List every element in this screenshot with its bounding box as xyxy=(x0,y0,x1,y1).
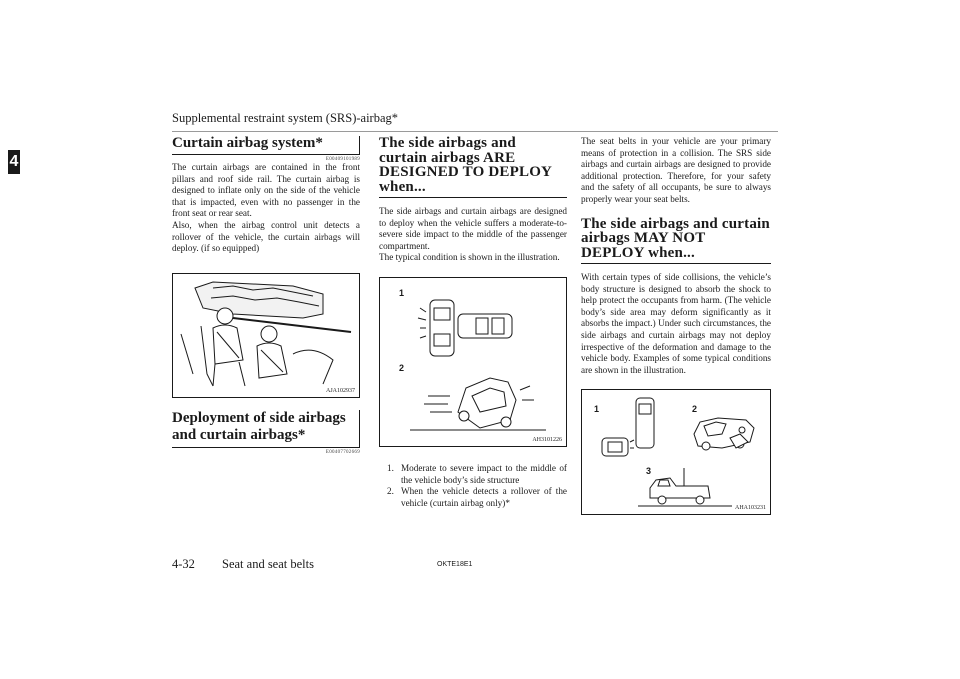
section-code: E00409101989 xyxy=(325,157,360,162)
section-code: E00407702669 xyxy=(325,449,360,455)
figure-label-1: 1 xyxy=(594,404,600,415)
section-heading-may-not-deploy: The side airbags and curtain airbags MAY NOT DEPLOY when... xyxy=(581,217,771,265)
page-number: 4-32 xyxy=(172,557,195,571)
column-2 xyxy=(379,136,567,509)
figure-curtain-airbag xyxy=(172,273,360,398)
list-item: 2. When the vehicle detects a rollover of the vehicle (curtain airbag only)* xyxy=(387,486,567,508)
section-heading-deployment: Deployment of side airbags and curtain airbags* xyxy=(172,410,360,448)
figure-may-not-deploy xyxy=(581,389,771,515)
list-item: 1. Moderate to severe impact to the middle of the vehicle body’s side structure xyxy=(387,462,567,485)
running-header: Supplemental restraint system (SRS)-airbag* xyxy=(172,111,399,125)
column-1 xyxy=(172,136,360,455)
paragraph: With certain types of side collisions, the vehicle’s body structure is designed to absorb the shock to help protect the occupants from harm. (The vehicle body’s side area may deform significantly as it absorbs the impact.) Under such circumstances, the side airbags and curtain airbags may not deploy irrespective of the deformation and damage to the vehicle body. Examples of some typical conditions are shown in the illustration. xyxy=(581,272,771,375)
figure-code: AHA103231 xyxy=(735,505,766,512)
side-impact-illustration xyxy=(380,278,566,446)
no-deploy-illustration xyxy=(582,390,770,514)
figure-label-2: 2 xyxy=(692,404,698,415)
deploy-conditions-list xyxy=(387,463,567,509)
figure-deploy-conditions xyxy=(379,277,567,447)
paragraph: Also, when the airbag control unit detects a rollover of the vehicle, the curtain airbags will deploy. (if so equipped) xyxy=(172,219,360,254)
paragraph: The typical condition is shown in the illustration. xyxy=(379,252,560,263)
section-heading-designed-to-deploy: The side airbags and curtain airbags ARE DESIGNED TO DEPLOY when... xyxy=(379,136,567,198)
figure-label-1: 1 xyxy=(399,287,405,298)
section-heading-curtain-airbag: Curtain airbag system* xyxy=(172,136,360,155)
chapter-tab: 4 xyxy=(8,150,20,174)
paragraph: The curtain airbags are contained in the front pillars and roof side rail. The curtain airbag is designed to inflate only on the side of the vehicle that is impacted, even with no passenger in the front seat or rear seat. xyxy=(172,162,360,219)
document-code: OKTE18E1 xyxy=(437,561,473,568)
figure-label-2: 2 xyxy=(399,362,405,373)
figure-code: AJA102937 xyxy=(325,387,355,394)
header-rule xyxy=(172,131,778,132)
column-3 xyxy=(581,136,771,515)
curtain-airbag-illustration xyxy=(173,274,359,397)
paragraph: The seat belts in your vehicle are your primary means of protection in a collision. The SRS side airbags and curtain airbags are designed to provide additional protection. Therefore, for your safety and the safety of all occupants, be sure to always properly wear your seat belts. xyxy=(581,136,771,204)
figure-label-3: 3 xyxy=(646,466,652,477)
footer-section-title: Seat and seat belts xyxy=(222,557,314,571)
figure-code: AH3101226 xyxy=(532,436,562,443)
paragraph: The side airbags and curtain airbags are designed to deploy when the vehicle suffers a moderate-to-severe side impact to the middle of the passenger compartment. xyxy=(379,206,567,251)
